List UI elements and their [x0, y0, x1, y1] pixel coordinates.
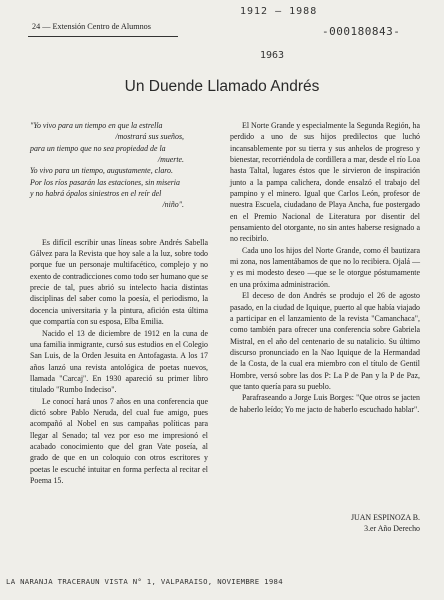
body-paragraph: El deceso de don Andrés se produjo el 26 de agosto pasado, en la ciudad de Iquique, puerto al que había viajado a participar en el lanzamiento de la revista "Camanchaca", como también para ofrecer una conferencia sobre Gabriela Mistral, en el año del centenario de su natalicio. Su último discurso pronunciado en la Nao Iquique de la Hermandad de la Costa, de la cual era miembro con el título de Gentil Hombre, versó sobre las dos P: La P de Pan y la P de Paz, que tanto quería para su pueblo. [230, 291, 420, 391]
poem-line: Por los ríos pasarán las estaciones, sin miseria [30, 177, 180, 187]
body-paragraph: Le conocí hará unos 7 años en una conferencia que dictó sobre Pablo Neruda, del cual fue amigo, pues acompañó al Nobel en sus campañas políticas para llegar al Senado; tal vez por eso me impresionó el acabado conocimiento que del gran Vate poseía, al grado de que en un coloquio con otros escritores y poetas le escuché intuitar en forma perfecta al recitar el Poema 15. [30, 396, 208, 485]
handwritten-date: 1912 – 1988 [240, 6, 318, 17]
left-column [30, 120, 208, 486]
body-paragraph: Nacido el 13 de diciembre de 1912 en la cuna de una familia inmigrante, cursó sus estudios en el Colegio San Luis, de la Orden Jesuita en Antofagasta. A los 17 años lanzó una revista antológica de poetas nuevos, llamada "Carcaj". En 1930 apareció su primer libro titulado "Rumbo Indeciso". [30, 328, 208, 395]
body-paragraph: El Norte Grande y especialmente la Segunda Región, ha perdido a uno de sus hijos predilectos que luchó incansablemente por su tierra y sus anhelos de progreso y bienestar, recorriéndola de cordillera a mar, desde el río Loa hasta Taltal, lugares éstos que le sirvieron de inspiración junto a la pampa calichera, donde ensalzó el trabajo del pampino y el minero. Igual que Carlos León, profesor de nuestra Escuela, ciudadano de Playa Ancha, fue postergado en el Premio Nacional de Literatura por disentir del pensamiento del otorgante, no sin antes haberse resignado a no recibirlo. [230, 121, 420, 244]
author-signature [230, 512, 420, 535]
header-rule [28, 36, 178, 37]
handwritten-footer: LA NARANJA TRACERAUN VISTA N° 1, VALPARAISO, NOVIEMBRE 1984 [6, 577, 283, 586]
body-paragraph: Parafraseando a Jorge Luis Borges: "Que otros se jacten de haberlo leído; Yo me jacto de haberlo escuchado hablar". [230, 393, 420, 414]
poem-line: para un tiempo que no sea propiedad de la [30, 143, 166, 153]
poem-line: "Yo vivo para un tiempo en que la estrella [30, 121, 163, 130]
poem-line: y no habrá ópalos siniestros en el reír del [30, 189, 162, 199]
author-name: JUAN ESPINOZA B. [350, 513, 420, 522]
right-column [230, 120, 420, 415]
handwritten-id: -000180843- [322, 25, 401, 38]
author-course: 3.er Año Derecho [364, 524, 420, 534]
poem-line: /muerte. [157, 155, 184, 165]
poem-line: /niño". [162, 200, 184, 210]
poem-line: Yo vivo para un tiempo, augustamente, claro. [30, 166, 173, 176]
poem-line: /mostrará sus sueños, [115, 132, 184, 142]
article-title: Un Duende Llamado Andrés [124, 78, 320, 95]
running-head: 24 — Extensión Centro de Alumnos [32, 22, 151, 31]
handwritten-number: 1963 [260, 50, 285, 61]
body-paragraph: Cada uno los hijos del Norte Grande, como él bautizara mi zona, nos lamentábamos de que no lo recibiera. Ojalá —y es mi modesto deseo —que se le otorgue póstumamente en una próxima administración. [230, 245, 420, 289]
epigraph-poem [30, 120, 208, 211]
body-paragraph: Es difícil escribir unas líneas sobre Andrés Sabella Gálvez para la Revista que hoy sale a la luz, sobre todo porque fue un personaje multifacético, complejo y no exento de contradicciones como todo ser humano que se precie de tal, pues abrió su intelecto hacia distintas disciplinas del saber como la poesía, el periodismo, la docencia universitaria y la pintura, afición esta última que compartía con su esposa, Elba Emilia. [30, 237, 208, 327]
